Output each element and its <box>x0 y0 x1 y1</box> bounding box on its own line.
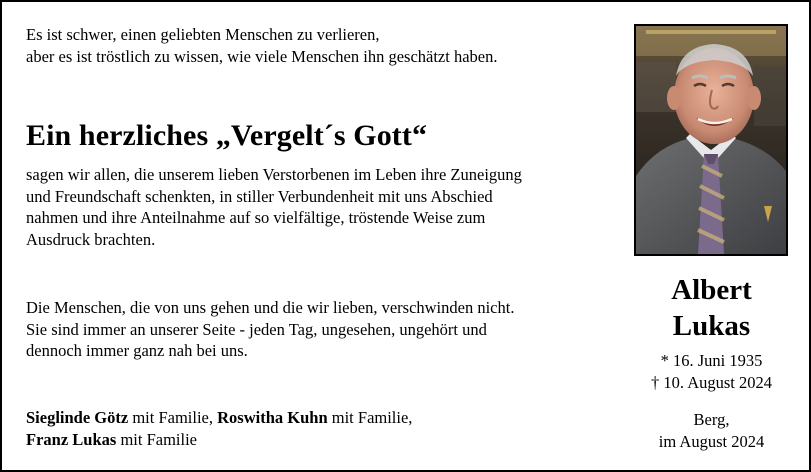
thanks-paragraph <box>26 164 606 250</box>
headline: Ein herzliches „Vergelt´s Gott“ <box>26 119 428 152</box>
thanks-line: Ausdruck brachten. <box>26 229 156 249</box>
portrait-photo <box>634 24 788 256</box>
poem-line: Die Menschen, die von uns gehen und die wir lieben, verschwinden nicht. <box>26 298 515 317</box>
thanks-line: und Freundschaft schenkten, in stiller Verbundenheit mit uns Abschied <box>26 186 493 206</box>
portrait-illustration <box>636 26 786 254</box>
signers-line <box>26 407 606 429</box>
life-dates <box>612 350 811 394</box>
thanks-line: nahmen und ihre Anteilnahme auf so vielfältige, tröstende Weise zum <box>26 208 486 227</box>
intro-line: Es ist schwer, einen geliebten Menschen zu verlieren, <box>26 25 380 44</box>
poem-line: dennoch immer ganz nah bei uns. <box>26 341 248 360</box>
poem-line: Sie sind immer an unserer Seite - jeden Tag, ungesehen, ungehört und <box>26 319 487 339</box>
signer-suffix: mit Familie <box>116 430 197 449</box>
signer-name: Roswitha Kuhn <box>217 408 328 427</box>
thanks-line: sagen wir allen, die unserem lieben Verstorbenen im Leben ihre Zuneigung <box>26 165 522 184</box>
signer-suffix: mit Familie, <box>128 408 218 427</box>
deceased-first-name: Albert <box>671 274 752 306</box>
deceased-last-name: Lukas <box>672 310 751 342</box>
place-town: Berg, <box>693 410 730 429</box>
signer-name: Franz Lukas <box>26 430 117 449</box>
poem-paragraph <box>26 297 606 362</box>
place-date: im August 2024 <box>658 432 765 451</box>
intro-line: aber es ist tröstlich zu wissen, wie viele Menschen ihn geschätzt haben. <box>26 47 498 66</box>
intro-text <box>26 24 606 68</box>
death-date: † 10. August 2024 <box>650 373 772 392</box>
signer-name: Sieglinde Götz <box>26 408 129 427</box>
signers-line <box>26 429 606 451</box>
signer-suffix: mit Familie, <box>327 408 413 427</box>
signers <box>26 407 606 451</box>
place-and-date <box>612 409 811 453</box>
deceased-name <box>612 272 811 344</box>
birth-date: * 16. Juni 1935 <box>660 351 763 370</box>
